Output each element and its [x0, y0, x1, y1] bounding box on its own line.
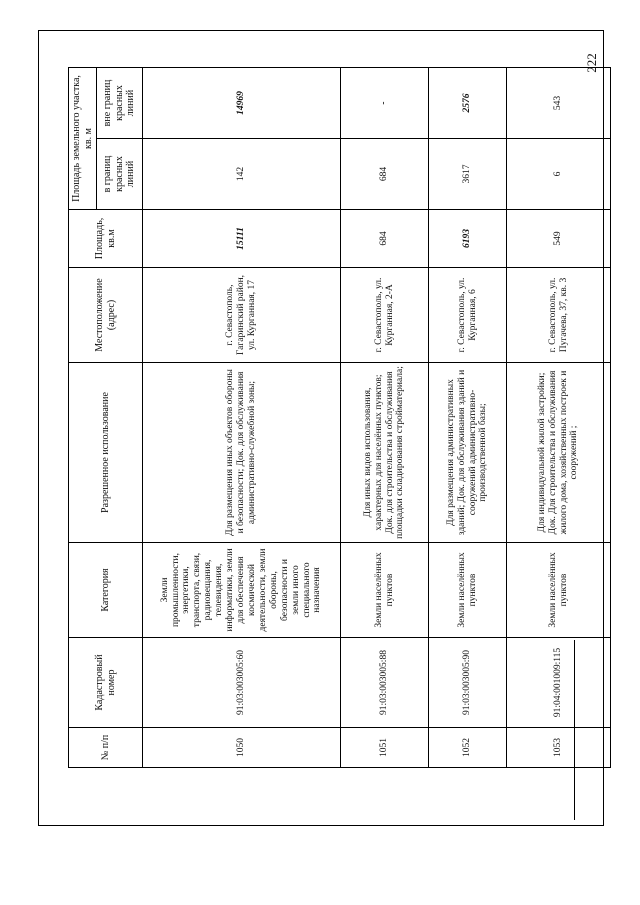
cell-cadastral: 91:04:001009:115 [507, 638, 611, 728]
header-inside: в границ красных линий [97, 139, 143, 210]
cell-location: г. Севастополь, ул. Пугачева, 37, кв. 3 [507, 268, 611, 363]
cell-num: 1052 [429, 728, 507, 768]
table-row [143, 68, 341, 768]
header-category: Категория [69, 543, 143, 638]
cell-use: Для размещения административных зданий; Док. для обслуживания зданий и сооружений административно-производственной базы; [429, 363, 507, 543]
cell-cadastral: 91:03:003005:90 [429, 638, 507, 728]
cell-use: Для иных видов использования, характерных для населённых пунктов; Док. для строительства и обслуживания площадки складирования стройматериала; [341, 363, 429, 543]
cell-category: Земли населённых пунктов [429, 543, 507, 638]
table-row [341, 68, 429, 768]
cell-outside: 2576 [429, 68, 507, 139]
cell-location: г. Севастополь, ул. Курганная, 6 [429, 268, 507, 363]
cell-use: Для размещения иных объектов обороны и безопасности; Док. для обслуживания административно-служебной зоны; [143, 363, 341, 543]
table-row [507, 68, 611, 768]
cell-num: 1051 [341, 728, 429, 768]
cell-use: Для индивидуальной жилой застройки; Док. Для строительства и обслуживания жилого дома, хозяйственных построек и сооружений ; [507, 363, 611, 543]
header-plot-area: Площадь земельного участка, кв. м [69, 68, 97, 210]
cell-inside: 142 [143, 139, 341, 210]
header-num: № п/п [69, 728, 143, 768]
cell-cadastral: 91:03:003005:88 [341, 638, 429, 728]
cell-num: 1053 [507, 728, 611, 768]
header-use: Разрешенное использование [69, 363, 143, 543]
cell-inside: 3617 [429, 139, 507, 210]
page-number: 222 [584, 53, 599, 73]
cell-outside: 14969 [143, 68, 341, 139]
header-cadastral: Кадастровый номер [69, 638, 143, 728]
table-row [429, 68, 507, 768]
cell-area: 6193 [429, 210, 507, 268]
cell-outside: - [341, 68, 429, 139]
header-outside: вне границ красных линий [97, 68, 143, 139]
cell-category: Земли населённых пунктов [341, 543, 429, 638]
cell-category: Земли промышленности, энергетики, транспорта, связи, радиовещания, телевидения, информатики, земли для обеспечения космической деятельности, земли обороны, безопасности и земли иного специального назначения [143, 543, 341, 638]
cell-category: Земли населённых пунктов [507, 543, 611, 638]
land-plots-table [68, 67, 611, 768]
cell-area: 684 [341, 210, 429, 268]
cell-location: г. Севастополь, Гагаринский район, ул. Курганная, 17 [143, 268, 341, 363]
rotated-table [68, 68, 606, 768]
cell-area: 549 [507, 210, 611, 268]
header-location: Местоположение (адрес) [69, 268, 143, 363]
cell-area: 15111 [143, 210, 341, 268]
cell-inside: 684 [341, 139, 429, 210]
cell-num: 1050 [143, 728, 341, 768]
cell-inside: 6 [507, 139, 611, 210]
cell-cadastral: 91:03:003005:60 [143, 638, 341, 728]
cell-outside: 543 [507, 68, 611, 139]
cell-location: г. Севастополь, ул. Курганная, 2-А [341, 268, 429, 363]
header-area: Площадь, кв.м [69, 210, 143, 268]
